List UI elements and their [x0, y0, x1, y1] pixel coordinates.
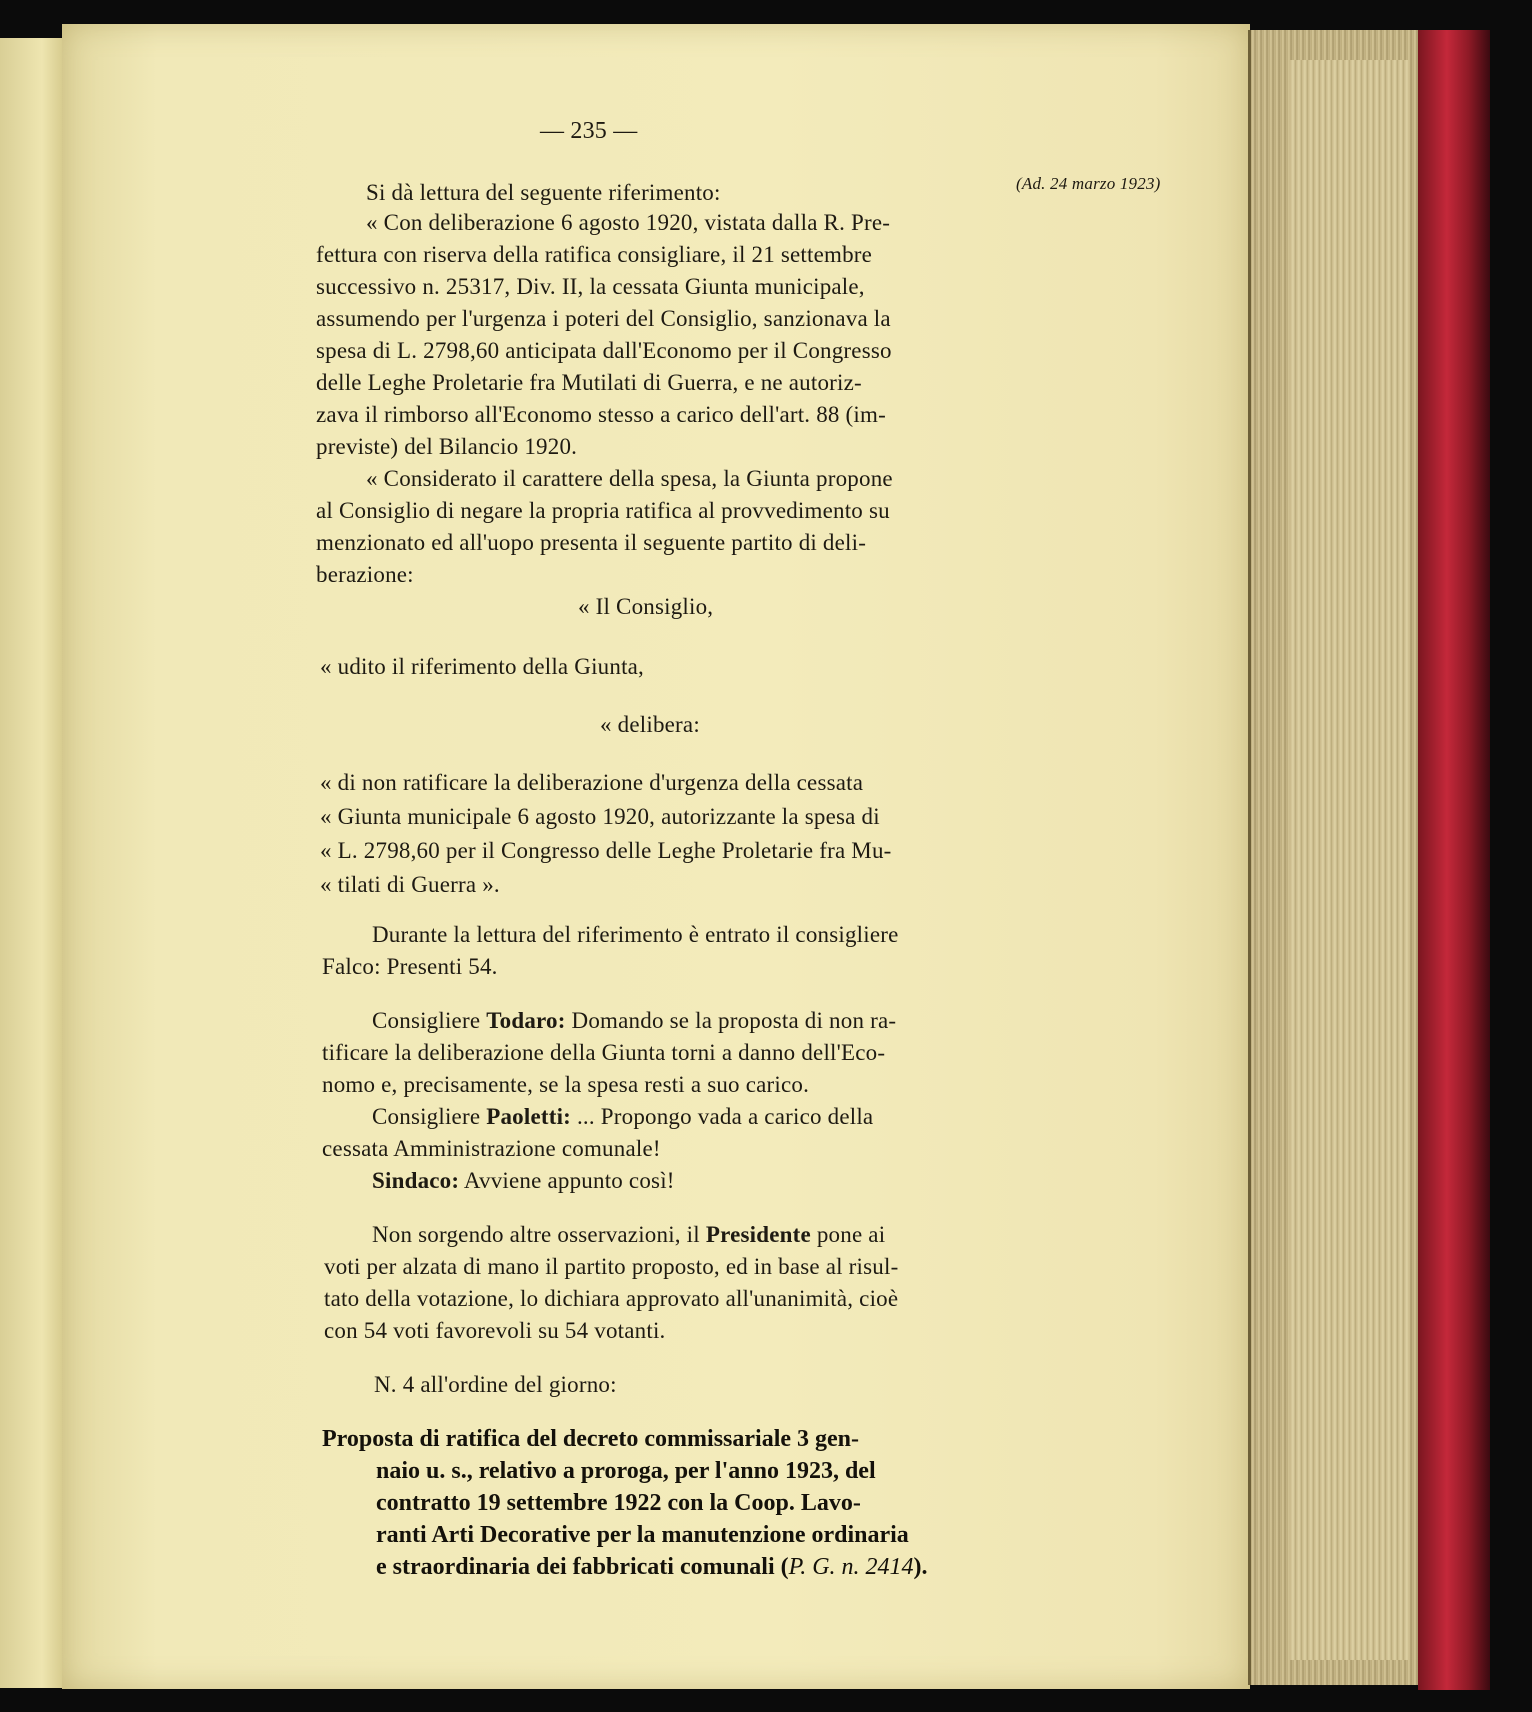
vote-pre: Non sorgendo altre osservazioni, il	[372, 1222, 700, 1247]
report-line: previste) del Bilancio 1920.	[316, 434, 578, 459]
agenda-title-line: ranti Arti Decorative per la manutenzione ordinaria	[376, 1522, 909, 1548]
agenda-item: N. 4 all'ordine del giorno:	[374, 1372, 617, 1397]
todaro-line	[372, 1008, 896, 1034]
proposal-line: « Considerato il carattere della spesa, la Giunta propone	[366, 466, 893, 491]
margin-note: (Ad. 24 marzo 1923)	[1016, 174, 1161, 193]
page-stack-inner	[1290, 60, 1408, 1660]
agenda-title-line: naio u. s., relativo a proroga, per l'anno 1923, del	[376, 1458, 876, 1484]
todaro-line: tificare la deliberazione della Giunta torni a danno dell'Eco-	[322, 1040, 886, 1065]
report-line: delle Leghe Proletarie fra Mutilati di Guerra, e ne autoriz-	[316, 370, 862, 395]
report-line: assumendo per l'urgenza i poteri del Consiglio, sanzionava la	[316, 306, 891, 331]
todaro-name: Todaro:	[486, 1008, 566, 1033]
vote-post: pone ai	[816, 1222, 886, 1247]
consiglio-line: « Il Consiglio,	[578, 594, 714, 619]
todaro-line: nomo e, precisamente, se la spesa resti a suo carico.	[322, 1072, 810, 1097]
paoletti-prefix: Consigliere	[372, 1104, 481, 1129]
delibera-line: « delibera:	[600, 712, 700, 737]
during-line: Falco: Presenti 54.	[322, 954, 498, 979]
intro-line: Si dà lettura del seguente riferimento:	[366, 180, 721, 205]
vote-line: tato della votazione, lo dichiara approvato all'unanimità, cioè	[324, 1286, 899, 1311]
paoletti-line: cessata Amministrazione comunale!	[322, 1136, 661, 1161]
paoletti-line	[372, 1104, 873, 1130]
agenda-title-line: Proposta di ratifica del decreto commissariale 3 gen-	[322, 1426, 859, 1452]
sindaco-name: Sindaco:	[372, 1168, 460, 1193]
resolution-line: « Giunta municipale 6 agosto 1920, autorizzante la spesa di	[320, 804, 880, 829]
vote-line: con 54 voti favorevoli su 54 votanti.	[324, 1318, 666, 1343]
vote-line	[372, 1222, 885, 1248]
title-ref: P. G. n. 2414	[788, 1554, 914, 1580]
proposal-line: berazione:	[316, 562, 414, 587]
vote-line: voti per alzata di mano il partito proposto, ed in base al risul-	[324, 1254, 899, 1279]
proposal-line: al Consiglio di negare la propria ratifica al provvedimento su	[316, 498, 890, 523]
todaro-text: Domando se la proposta di non ra-	[571, 1008, 897, 1033]
udito-line: « udito il riferimento della Giunta,	[320, 654, 645, 679]
paoletti-text: ... Propongo vada a carico della	[576, 1104, 874, 1129]
todaro-prefix: Consigliere	[372, 1008, 481, 1033]
title-text: e straordinaria dei fabbricati comunali (	[376, 1554, 789, 1580]
report-line: « Con deliberazione 6 agosto 1920, vistata dalla R. Pre-	[366, 210, 891, 235]
report-line: successivo n. 25317, Div. II, la cessata Giunta municipale,	[316, 274, 865, 299]
presidente-name: Presidente	[705, 1222, 811, 1247]
report-line: fettura con riserva della ratifica consigliare, il 21 settembre	[316, 242, 873, 267]
resolution-line: « tilati di Guerra ».	[320, 872, 500, 897]
sindaco-line	[372, 1168, 675, 1194]
during-line: Durante la lettura del riferimento è entrato il consigliere	[372, 922, 899, 947]
agenda-title-line: contratto 19 settembre 1922 con la Coop. Lavo-	[376, 1490, 861, 1516]
report-line: zava il rimborso all'Economo stesso a carico dell'art. 88 (im-	[316, 402, 886, 427]
sindaco-text: Avviene appunto così!	[463, 1168, 675, 1193]
proposal-line: menzionato ed all'uopo presenta il seguente partito di deli-	[316, 530, 867, 555]
book-cover-edge	[1418, 30, 1490, 1690]
resolution-line: « di non ratificare la deliberazione d'urgenza della cessata	[320, 770, 864, 795]
paoletti-name: Paoletti:	[486, 1104, 572, 1129]
agenda-title-line	[376, 1554, 928, 1581]
title-close: ).	[913, 1554, 928, 1580]
report-line: spesa di L. 2798,60 anticipata dall'Economo per il Congresso	[316, 338, 892, 363]
resolution-line: « L. 2798,60 per il Congresso delle Leghe Proletarie fra Mu-	[320, 838, 892, 863]
page-number: — 235 —	[540, 118, 638, 144]
